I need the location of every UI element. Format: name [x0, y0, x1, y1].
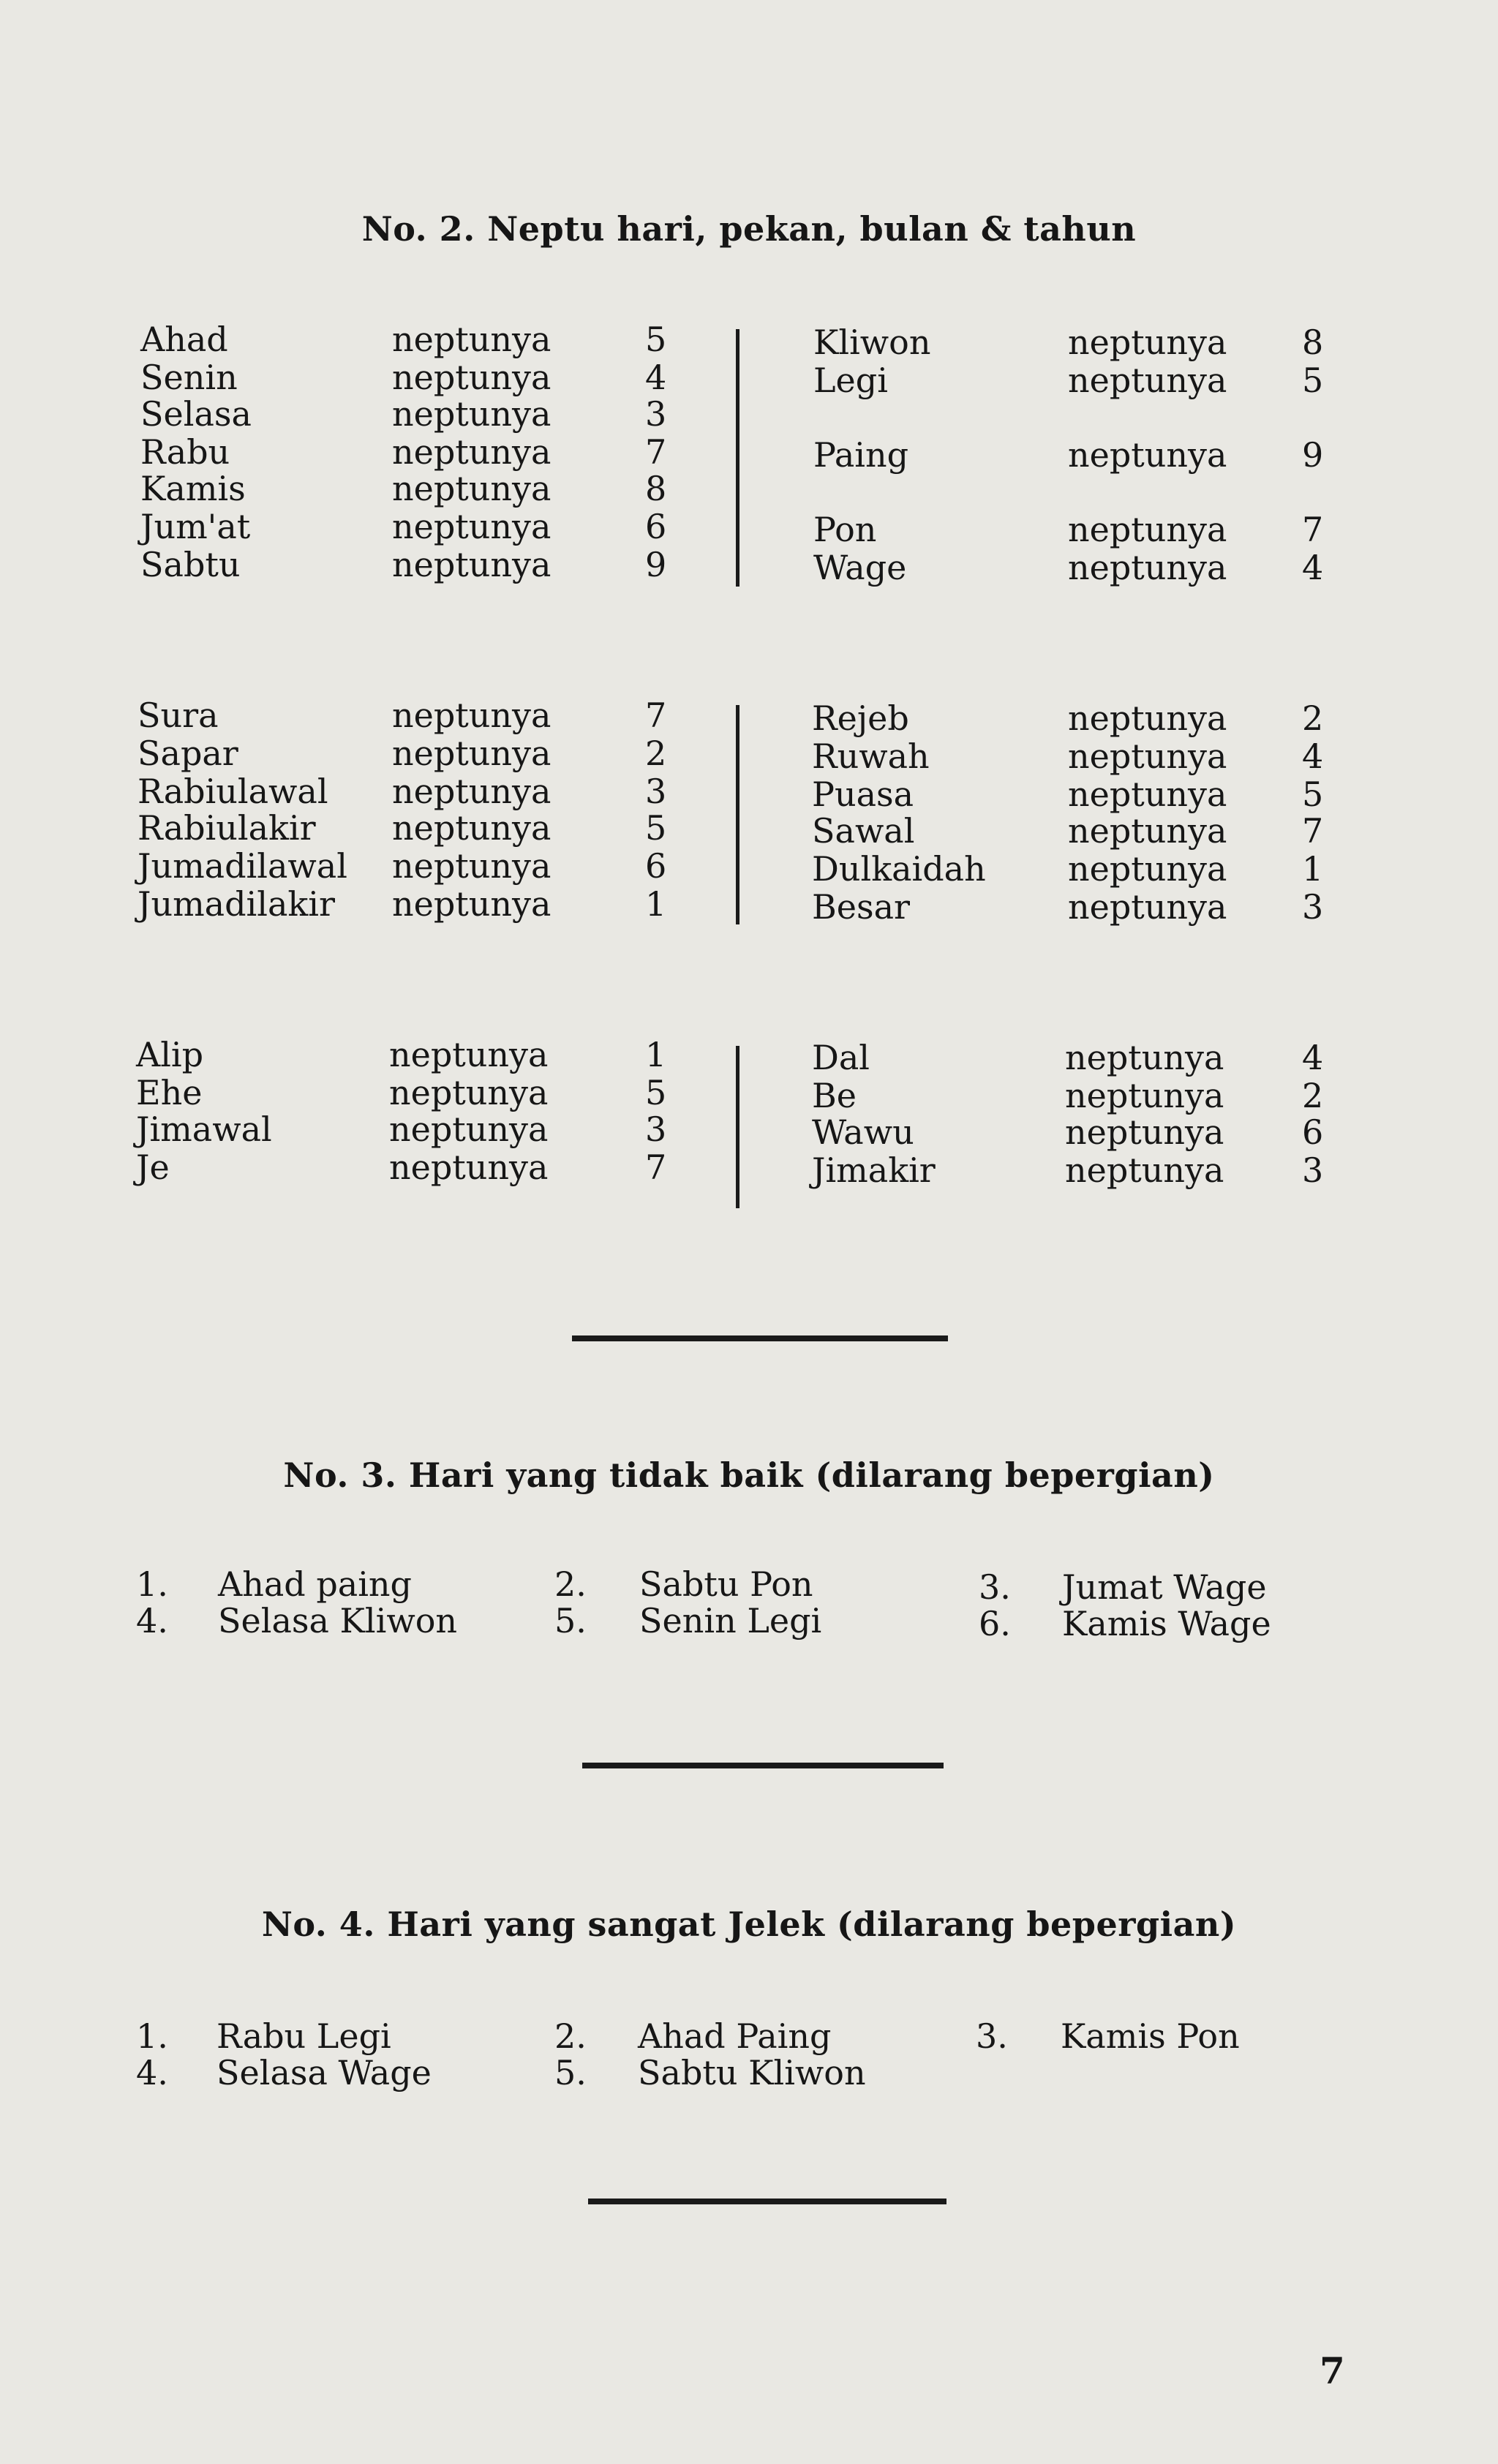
section-3-title: No. 3. Hari yang tidak baik (dilarang bepergian)	[283, 1455, 1215, 1495]
column-divider	[736, 329, 739, 587]
column-divider	[736, 1046, 739, 1208]
column-divider	[736, 705, 739, 924]
section-divider	[572, 1335, 948, 1341]
section-divider	[582, 1763, 944, 1768]
section-4-title: No. 4. Hari yang sangat Jelek (dilarang bepergian)	[261, 1904, 1237, 1944]
page-number: 7	[1320, 2349, 1345, 2392]
section-divider	[588, 2199, 946, 2204]
section-2-title: No. 2. Neptu hari, pekan, bulan & tahun	[361, 209, 1137, 249]
book-page: No. 2. Neptu hari, pekan, bulan & tahun Ahad neptunya 5 Senin neptunya 4 Selasa neptunya 3 Rabu neptunya 7 Kamis neptunya 8 Jum'at neptunya 6 Sabtu neptunya 9 Kliwon neptunya 8 Legi neptunya 5 Paing neptunya 9 Pon neptunya 7 Wage neptunya 4 Sura neptunya 7 Sapar neptunya 2 Rabiulawal neptunya 3 Rabiulakir neptunya 5 Jumadilawal neptunya 6 Jumadilakir neptunya 1 Rejeb neptunya 2 Ruwah neptunya 4 Puasa neptunya 5 Sawal neptunya 7 Dulkaidah neptunya 1 Besar neptunya 3 Alip neptunya 1 Ehe neptunya 5 Jimawal neptunya 3 Je neptunya 7 Dal neptunya 4 Be neptunya 2 Wawu neptunya 6 Jimakir neptunya 3 No. 3. Hari yang tidak baik (dilarang bepergian) 1. Ahad paing 2. Sabtu Pon 3. Jumat Wage 4. Selasa Kliwon 5. Senin Legi 6. Kamis Wage No. 4. Hari yang sangat Jelek (dilarang bepergian) 1. Rabu Legi 2. Ahad Paing 3. Kamis Pon 4. Selasa Wage 5. Sabtu Kliwon 7	[0, 0, 1498, 2464]
